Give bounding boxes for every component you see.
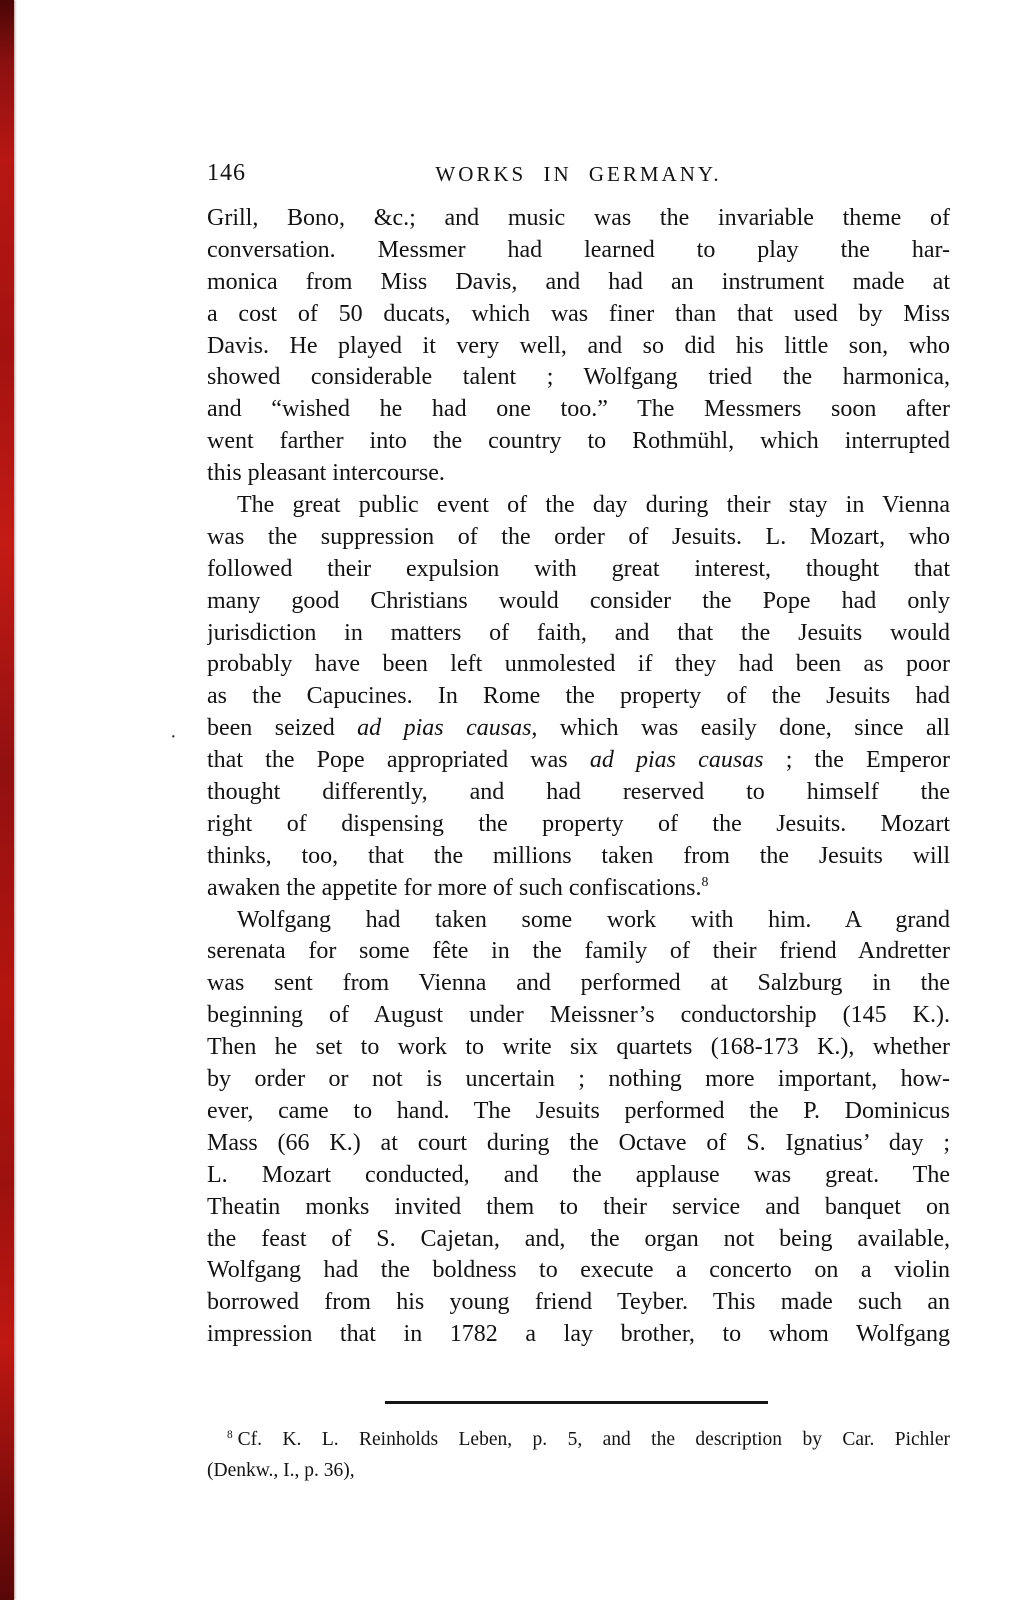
text-line: L. Mozart conducted, and the applause was great. The — [207, 1161, 950, 1188]
text-line: jurisdiction in matters of faith, and that the Jesuits would — [207, 619, 950, 646]
text-line paragraph-start: The great public event of the day during their stay in Vienna — [237, 492, 950, 519]
text-line: many good Christians would consider the Pope had only — [207, 587, 950, 614]
margin-mark: · — [170, 726, 177, 748]
text-line: Davis. He played it very well, and so did his little son, who — [207, 332, 950, 359]
body-text — [207, 203, 950, 1351]
text-line: right of dispensing the property of the Jesuits. Mozart — [207, 810, 950, 837]
text-line: Mass (66 K.) at court during the Octave of S. Ignatius’ day ; — [207, 1129, 950, 1156]
footnote-line: (Denkw., I., p. 36), — [207, 1460, 355, 1481]
text-line: the feast of S. Cajetan, and, the organ not being available, — [207, 1225, 950, 1252]
text-line: monica from Miss Davis, and had an instrument made at — [207, 268, 950, 295]
text-line: and “wished he had one too.” The Messmers soon after — [207, 396, 950, 423]
text-line: serenata for some fête in the family of their friend Andretter — [207, 938, 950, 965]
book-edge-stripe — [0, 0, 14, 1600]
text-line: impression that in 1782 a lay brother, to whom Wolfgang — [207, 1321, 950, 1348]
text-line: probably have been left unmolested if they had been as poor — [207, 651, 950, 678]
latin-phrase: ad pias causas — [357, 715, 532, 742]
text-line: been seized ad pias causas, which was easily done, since all — [207, 715, 950, 742]
text-line: thought differently, and had reserved to himself the — [207, 779, 950, 806]
text-line: by order or not is uncertain ; nothing more important, how- — [207, 1066, 950, 1093]
text-line: Wolfgang had the boldness to execute a concerto on a violin — [207, 1257, 950, 1284]
text-line: beginning of August under Meissner’s conductorship (145 K.). — [207, 1002, 950, 1029]
text-line: went farther into the country to Rothmühl, which interrupted — [207, 428, 950, 455]
running-header: WORKS IN GERMANY. — [435, 162, 722, 186]
footnote-line: $^8$ Cf. K. L. Reinholds Leben, p. 5, and the description by Car. Pichler — [227, 1428, 950, 1450]
footnote — [207, 1424, 950, 1486]
text-line: conversation. Messmer had learned to play the har- — [207, 236, 950, 263]
page-number: 146 — [207, 160, 246, 186]
text-line: as the Capucines. In Rome the property of the Jesuits had — [207, 683, 950, 710]
text-line: showed considerable talent ; Wolfgang tried the harmonica, — [207, 364, 950, 391]
text-line: was sent from Vienna and performed at Salzburg in the — [207, 970, 950, 997]
text-line: borrowed from his young friend Teyber. This made such an — [207, 1289, 950, 1316]
text-line: Grill, Bono, &c.; and music was the invariable theme of — [207, 205, 950, 231]
text-line: a cost of 50 ducats, which was finer than that used by Miss — [207, 300, 950, 327]
text-line: was the suppression of the order of Jesuits. L. Mozart, who — [207, 523, 950, 550]
text-line: that the Pope appropriated was ad pias causas ; the Emperor — [207, 747, 950, 774]
text-line: Theatin monks invited them to their service and banquet on — [207, 1193, 950, 1220]
text-line: thinks, too, that the millions taken from the Jesuits will — [207, 842, 950, 869]
text-line paragraph-start: Wolfgang had taken some work with him. A grand — [237, 906, 950, 933]
text-line paragraph-end: awaken the appetite for more of such confiscations.$^8$ — [207, 874, 709, 901]
text-line: followed their expulsion with great interest, thought that — [207, 555, 950, 582]
footnote-marker: 8 — [227, 1428, 233, 1441]
text-line paragraph-end: this pleasant intercourse. — [207, 460, 445, 487]
text-line: ever, came to hand. The Jesuits performed the P. Dominicus — [207, 1097, 950, 1124]
text-line: Then he set to work to write six quartets (168-173 K.), whether — [207, 1034, 950, 1061]
footnote-reference: 8 — [701, 874, 709, 890]
latin-phrase: ad pias causas — [589, 747, 764, 774]
footnote-separator — [385, 1401, 768, 1404]
